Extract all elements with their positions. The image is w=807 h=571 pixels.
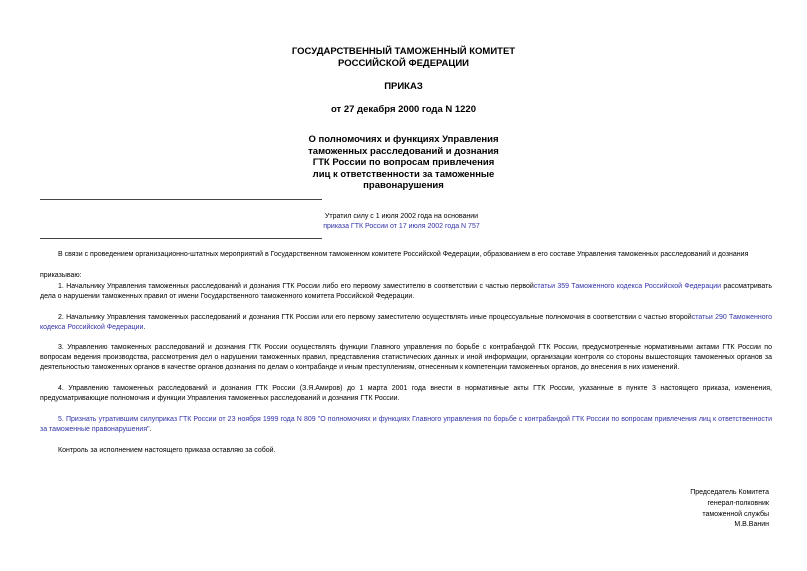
item-2-text-end: . <box>143 324 146 332</box>
item-3-paragraph: 3. Управлению таможенных расследований и дознания ГТК России осуществлять функции Главного управления по борьбе с контрабандой ГТК России, предусмотренные нормативными актами ГТК России по вопросам ведения производства, рассмотрения дел о нарушении таможенных правил, представления статистических данных и иной информации, организации контроля со стороны вышестоящих таможенных органов за деятельностью таможенных органов в качестве органов дознания по делам о контрабанде и иным преступлениям, отнесенным к компетенции таможенных органов, до внесения в них изменений. <box>40 344 772 372</box>
signatory-position: Председатель Комитета <box>690 489 769 496</box>
divider-top <box>40 199 322 200</box>
orders-word: приказываю: <box>40 272 82 279</box>
issuing-authority <box>0 46 807 69</box>
document-type: ПРИКАЗ <box>384 81 423 92</box>
item-1-text: 1. Начальнику Управления таможенных расследований и дознания ГТК России либо его первому заместителю в соответствии с частью первой <box>58 283 534 290</box>
item-5-text: 5. Признать утратившим силу <box>58 416 156 423</box>
title-line: ГТК России по вопросам привлечения <box>312 157 495 168</box>
intro-paragraph: В связи с проведением организационно-штатных мероприятий в Государственном таможенном комитете Российской Федерации, образованием в его составе Управления таможенных расследований и дознания <box>58 251 749 258</box>
item-2-text: 2. Начальнику Управления таможенных расследований и дознания ГТК России или его первому заместителю осуществлять иные процессуальные полномочия в соответствии с частью второй <box>58 314 692 321</box>
title-line: лиц к ответственности за таможенные <box>312 168 495 180</box>
item-1-paragraph <box>40 282 772 302</box>
signatory-rank: генерал-полковник <box>707 500 769 507</box>
item-1-text-end: рассматривать дела о нарушении таможенных правил от имени Государственного таможенного комитета Российской Федерации. <box>40 283 773 301</box>
document-title <box>0 134 807 192</box>
document-date: от 27 декабря 2000 года N 1220 <box>330 104 476 115</box>
title-line: О полномочиях и функциях Управления <box>308 134 499 145</box>
item-2-paragraph <box>40 313 772 333</box>
divider-bottom <box>40 238 322 239</box>
status-note: Утратил силу с 1 июля 2002 года на основании <box>324 213 479 220</box>
customs-code-art-290-link[interactable]: статьи 290 Таможенного кодекса Российской Федерации <box>40 314 772 332</box>
control-paragraph: Контроль за исполнением настоящего приказа оставляю за собой. <box>58 447 276 454</box>
signatory-name: М.В.Ванин <box>734 521 769 528</box>
authority-line-2: РОССИЙСКОЙ ФЕДЕРАЦИИ <box>337 57 469 69</box>
repealed-order-809-link[interactable]: приказ ГТК России от 23 ноября 1999 года N 809 "О полномочиях и функциях Главного управления по борьбе с контрабандой ГТК России по вопросам привлечения лиц к ответственности за таможенные правонарушения" <box>40 416 772 434</box>
signatory-service: таможенной службы <box>702 511 769 518</box>
item-4-paragraph: 4. Управлению таможенных расследований и дознания ГТК России (З.Я.Амиров) до 1 марта 2001 года внести в нормативные акты ГТК России, указанные в пункте 3 настоящего приказа, изменения, предусматривающие полномочия и функции Управления таможенных расследований и дознания ГТК России. <box>40 385 772 403</box>
item-5-paragraph <box>40 415 772 435</box>
title-line: таможенных расследований и дознания <box>308 145 499 157</box>
authority-line-1: ГОСУДАРСТВЕННЫЙ ТАМОЖЕННЫЙ КОМИТЕТ <box>291 46 516 57</box>
status-note-link-line <box>290 222 513 233</box>
item-5-text-end: . <box>149 426 152 434</box>
repeal-order-link[interactable]: приказа ГТК России от 17 июля 2002 года N 757 <box>323 223 480 230</box>
title-line: правонарушения <box>363 180 444 191</box>
customs-code-art-359-link[interactable]: статьи 359 Таможенного кодекса Российской Федерации <box>533 283 722 290</box>
